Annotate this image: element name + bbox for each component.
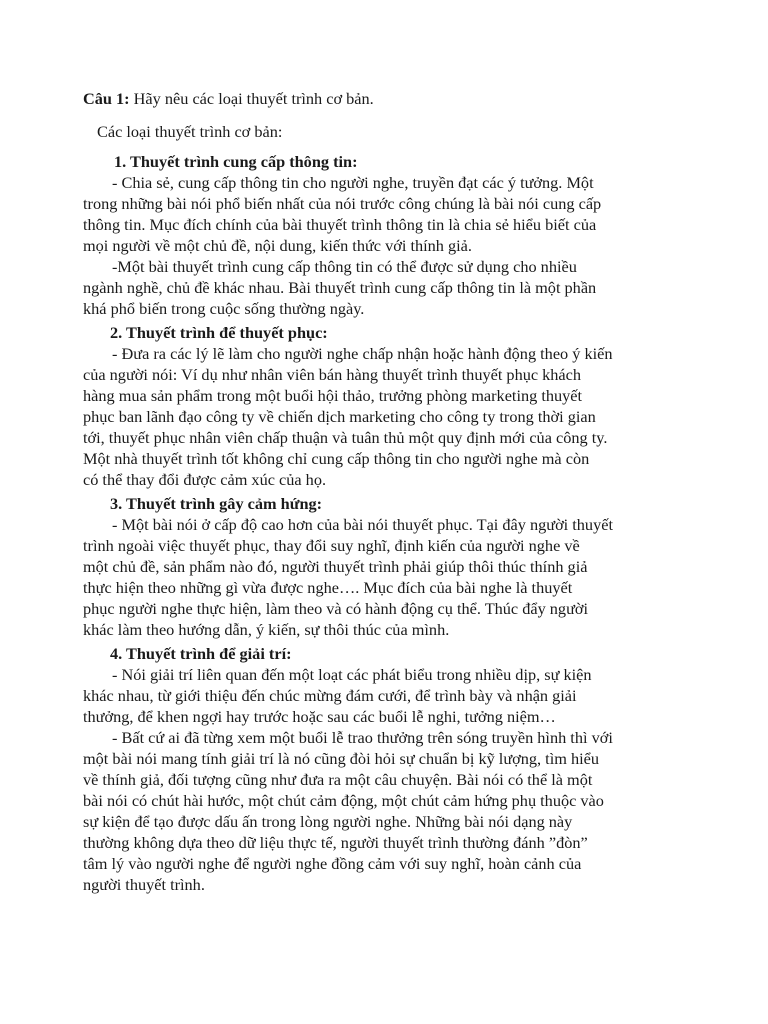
paragraph-line: thực hiện theo những gì vừa được nghe…. Mục đích của bài nghe là thuyết [83, 578, 573, 597]
paragraph-line: - Chia sẻ, cung cấp thông tin cho người nghe, truyền đạt các ý tưởng. Một [112, 173, 594, 192]
paragraph-line: hàng mua sản phẩm trong một buổi hội thảo, trưởng phòng marketing thuyết [83, 386, 583, 405]
intro-line: Các loại thuyết trình cơ bản: [97, 122, 283, 141]
question-heading [83, 88, 374, 109]
paragraph-line: một chủ đề, sản phẩm nào đó, người thuyết trình phải giúp thôi thúc thính giả [83, 557, 588, 576]
paragraph-line: phục người nghe thực hiện, làm theo và có hành động cụ thể. Thúc đẩy người [83, 599, 589, 618]
paragraph-line: tâm lý vào người nghe để người nghe đồng cảm với suy nghĩ, hoàn cảnh của [83, 854, 582, 873]
paragraph-line: thưởng, để khen ngợi hay trước hoặc sau các buổi lễ nghi, tưởng niệm… [83, 707, 556, 726]
section-heading: 4. Thuyết trình để giải trí: [110, 644, 292, 663]
paragraph-line: về thính giả, đối tượng cũng như đưa ra một câu chuyện. Bài nói có thể là một [83, 770, 593, 789]
paragraph-line: một bài nói mang tính giải trí là nó cũng đòi hỏi sự chuẩn bị kỹ lượng, tìm hiểu [83, 749, 599, 768]
paragraph-line: -Một bài thuyết trình cung cấp thông tin có thể được sử dụng cho nhiều [112, 257, 577, 276]
paragraph-line: khác làm theo hướng dẫn, ý kiến, sự thôi thúc của mình. [83, 620, 450, 639]
paragraph-line: bài nói có chút hài hước, một chút cảm động, một chút cảm hứng phụ thuộc vào [83, 791, 604, 810]
paragraph-line: sự kiện để tạo được dấu ấn trong lòng người nghe. Những bài nói dạng này [83, 812, 573, 831]
paragraph-line: khác nhau, từ giới thiệu đến chúc mừng đám cưới, để trình bày và nhận giải [83, 686, 577, 705]
paragraph-line: - Bất cứ ai đã từng xem một buổi lễ trao thưởng trên sóng truyền hình thì với [112, 728, 613, 747]
paragraph-line: mọi người về một chủ đề, nội dung, kiến thức với thính giả. [83, 236, 472, 255]
paragraph-line: thông tin. Mục đích chính của bài thuyết trình thông tin là chia sẻ hiểu biết của [83, 215, 597, 234]
paragraph-line: phục ban lãnh đạo công ty về chiến dịch marketing cho công ty trong thời gian [83, 407, 596, 426]
paragraph-line: người thuyết trình. [83, 875, 205, 894]
paragraph-line: - Nói giải trí liên quan đến một loạt các phát biểu trong nhiều dịp, sự kiện [112, 665, 592, 684]
question-text: Hãy nêu các loại thuyết trình cơ bản. [133, 89, 374, 108]
paragraph-line: trình ngoài việc thuyết phục, thay đổi suy nghĩ, định kiến của người nghe về [83, 536, 580, 555]
section-heading: 2. Thuyết trình để thuyết phục: [110, 323, 328, 342]
paragraph-line: Một nhà thuyết trình tốt không chỉ cung cấp thông tin cho người nghe mà còn [83, 449, 590, 468]
section-heading: 1. Thuyết trình cung cấp thông tin: [114, 152, 358, 171]
paragraph-line: - Đưa ra các lý lẽ làm cho người nghe chấp nhận hoặc hành động theo ý kiến [112, 344, 613, 363]
section-heading: 3. Thuyết trình gây cảm hứng: [110, 494, 323, 513]
question-label: Câu 1: [83, 89, 130, 108]
paragraph-line: tới, thuyết phục nhân viên chấp thuận và tuân thủ một quy định mới của công ty. [83, 428, 608, 447]
paragraph-line: trong những bài nói phổ biến nhất của nói trước công chúng là bài nói cung cấp [83, 194, 602, 213]
paragraph-line: thường không dựa theo dữ liệu thực tế, người thuyết trình thường đánh ”đòn” [83, 833, 588, 852]
paragraph-line: của người nói: Ví dụ như nhân viên bán hàng thuyết trình thuyết phục khách [83, 365, 582, 384]
paragraph-line: - Một bài nói ở cấp độ cao hơn của bài nói thuyết phục. Tại đây người thuyết [112, 515, 613, 534]
paragraph-line: ngành nghề, chủ đề khác nhau. Bài thuyết trình cung cấp thông tin là một phần [83, 278, 597, 297]
paragraph-line: có thể thay đổi được cảm xúc của họ. [83, 470, 327, 489]
paragraph-line: khá phổ biến trong cuộc sống thường ngày. [83, 299, 365, 318]
